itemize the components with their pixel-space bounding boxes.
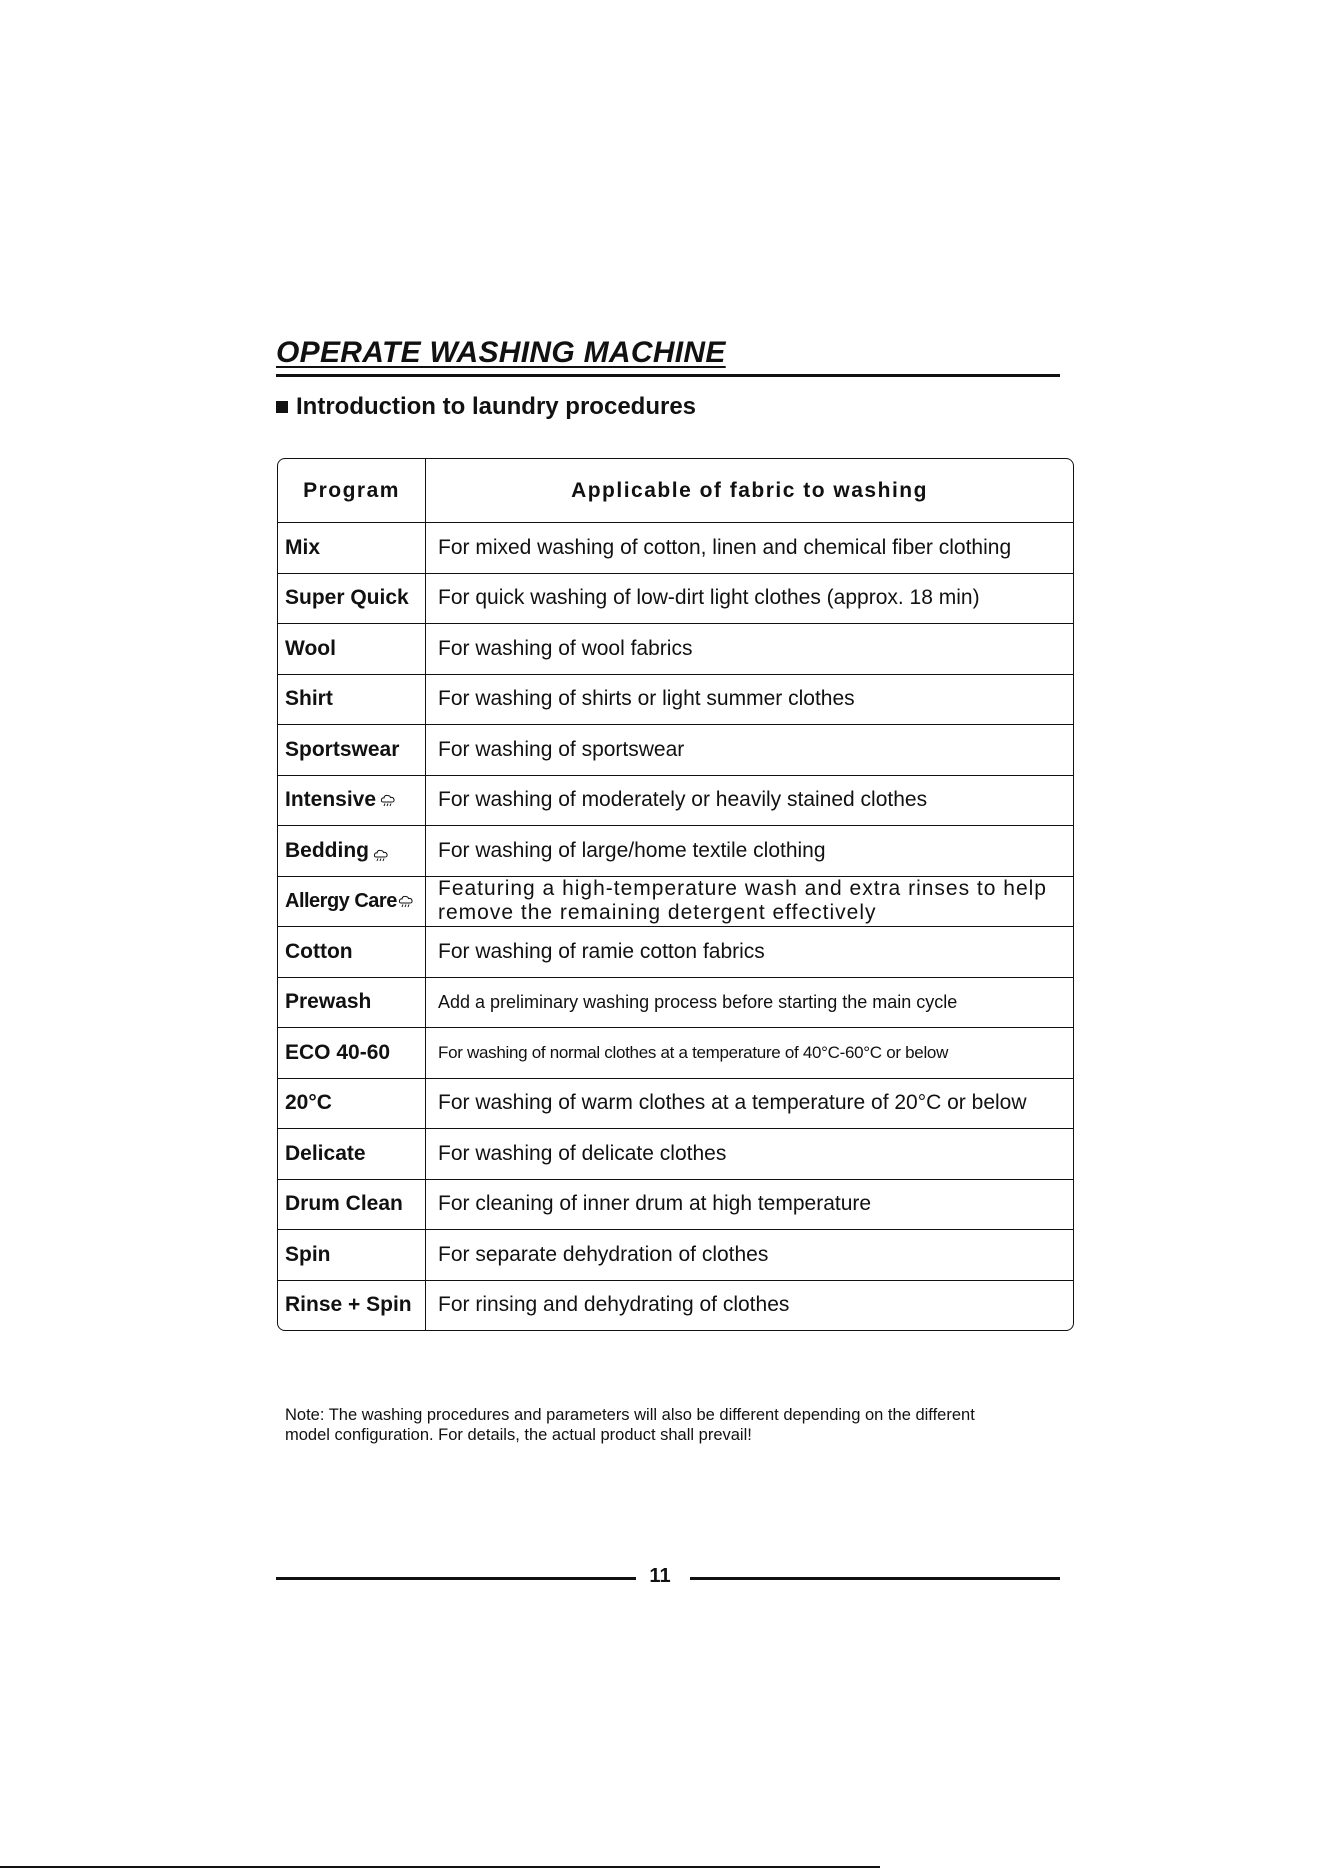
program-description: For washing of large/home textile clothing: [438, 838, 826, 862]
steam-icon: [398, 894, 414, 908]
program-name: Cotton: [278, 927, 426, 977]
program-description: For washing of moderately or heavily stained clothes: [438, 788, 928, 812]
program-name: Super Quick: [278, 574, 426, 624]
program-description: For washing of normal clothes at a temperature of 40°C-60°C or below: [438, 1042, 949, 1062]
table-row: [278, 674, 1073, 725]
table-row: [278, 1229, 1073, 1280]
table-row: [278, 724, 1073, 775]
program-description: For washing of warm clothes at a temperature of 20°C or below: [438, 1091, 1027, 1115]
program-name: Wool: [278, 624, 426, 674]
section-heading: [276, 393, 696, 421]
program-table: [277, 458, 1074, 1331]
program-name: Drum Clean: [278, 1180, 426, 1230]
page-title-rule: [276, 336, 1060, 377]
table-row: [278, 1280, 1073, 1331]
program-name: Spin: [278, 1230, 426, 1280]
program-name: Allergy Care: [285, 889, 397, 912]
program-name: Rinse + Spin: [278, 1281, 426, 1331]
table-row: [278, 522, 1073, 573]
program-name-cell: [278, 877, 426, 927]
page-title: OPERATE WASHING MACHINE: [276, 336, 726, 369]
program-name: Mix: [278, 523, 426, 573]
program-description: For washing of shirts or light summer clothes: [438, 687, 855, 711]
table-row: [278, 1078, 1073, 1129]
table-row: [278, 573, 1073, 624]
program-description: For mixed washing of cotton, linen and chemical fiber clothing: [438, 535, 1012, 559]
program-description: Add a preliminary washing process before starting the main cycle: [438, 991, 958, 1012]
program-description: For separate dehydration of clothes: [438, 1242, 769, 1266]
table-row: [278, 876, 1073, 927]
program-name: 20°C: [278, 1079, 426, 1129]
table-row: [278, 1179, 1073, 1230]
program-description: For washing of delicate clothes: [438, 1141, 727, 1165]
program-name: Sportswear: [278, 725, 426, 775]
table-row: [278, 977, 1073, 1028]
header-program: Program: [278, 459, 426, 522]
footer-rule-right: [690, 1577, 1060, 1580]
program-name: ECO 40-60: [278, 1028, 426, 1078]
table-header-row: [278, 459, 1073, 522]
page-number: 11: [649, 1565, 671, 1587]
header-description: Applicable of fabric to washing: [571, 478, 928, 502]
program-name: Bedding: [285, 838, 369, 862]
bullet-square-icon: [276, 401, 288, 413]
bottom-edge-rule: [0, 1866, 880, 1868]
table-row: [278, 623, 1073, 674]
note-line: model configuration. For details, the actual product shall prevail!: [285, 1426, 752, 1444]
table-row: [278, 926, 1073, 977]
program-description: For cleaning of inner drum at high temperature: [438, 1192, 872, 1216]
note: [285, 1405, 1085, 1445]
program-name: Shirt: [278, 675, 426, 725]
steam-icon: [373, 848, 389, 862]
note-line: Note: The washing procedures and parameters will also be different depending on the different: [285, 1406, 975, 1424]
table-row: [278, 1128, 1073, 1179]
program-description: For washing of wool fabrics: [438, 636, 693, 660]
program-description: [426, 877, 1073, 927]
table-row: [278, 1027, 1073, 1078]
footer-rule-left: [276, 1577, 636, 1580]
table-row: [278, 825, 1073, 876]
program-description-line: Featuring a high-temperature wash and extra rinses to help: [438, 877, 1047, 901]
program-name: Delicate: [278, 1129, 426, 1179]
program-name-cell: [278, 826, 426, 876]
program-name: Intensive: [285, 788, 377, 812]
program-description: For quick washing of low-dirt light clothes (approx. 18 min): [438, 586, 980, 610]
program-name: Prewash: [278, 978, 426, 1028]
program-description: For rinsing and dehydrating of clothes: [438, 1293, 790, 1317]
program-name-cell: [278, 776, 426, 826]
table-row: [278, 775, 1073, 826]
section-heading-text: Introduction to laundry procedures: [296, 393, 697, 420]
steam-icon: [380, 793, 396, 807]
program-description-line: remove the remaining detergent effectively: [438, 901, 877, 925]
program-description: For washing of sportswear: [438, 737, 685, 761]
program-description: For washing of ramie cotton fabrics: [438, 939, 765, 963]
